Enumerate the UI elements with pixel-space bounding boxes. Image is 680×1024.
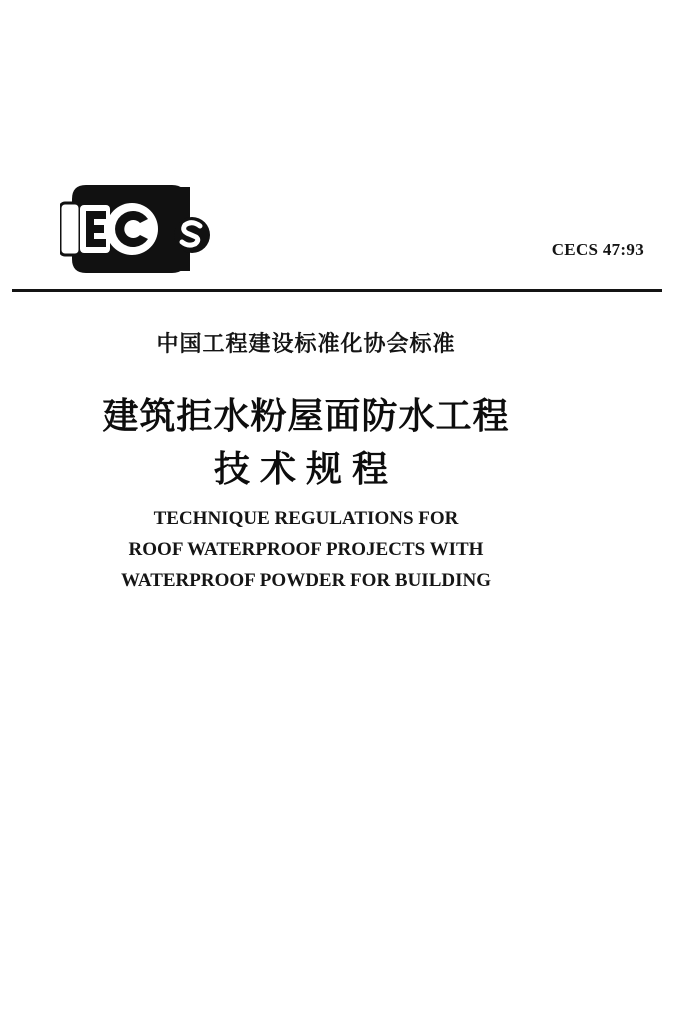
- title-en-line-1: TECHNIQUE REGULATIONS FOR: [153, 508, 459, 529]
- logo-text: ECS: [60, 183, 63, 184]
- standard-code: CECS 47:93: [551, 240, 644, 259]
- title-en-line-3: WATERPROOF POWDER FOR BUILDING: [121, 570, 491, 591]
- title-en-line-2: ROOF WATERPROOF PROJECTS WITH: [128, 539, 484, 560]
- title-zh-line-2: 技术规程: [213, 449, 398, 490]
- ecs-logo: [60, 183, 212, 275]
- title-zh-line-1: 建筑拒水粉屋面防水工程: [102, 396, 510, 437]
- header-divider: [12, 289, 662, 292]
- issuer-line: 中国工程建设标准化协会标准: [156, 332, 456, 357]
